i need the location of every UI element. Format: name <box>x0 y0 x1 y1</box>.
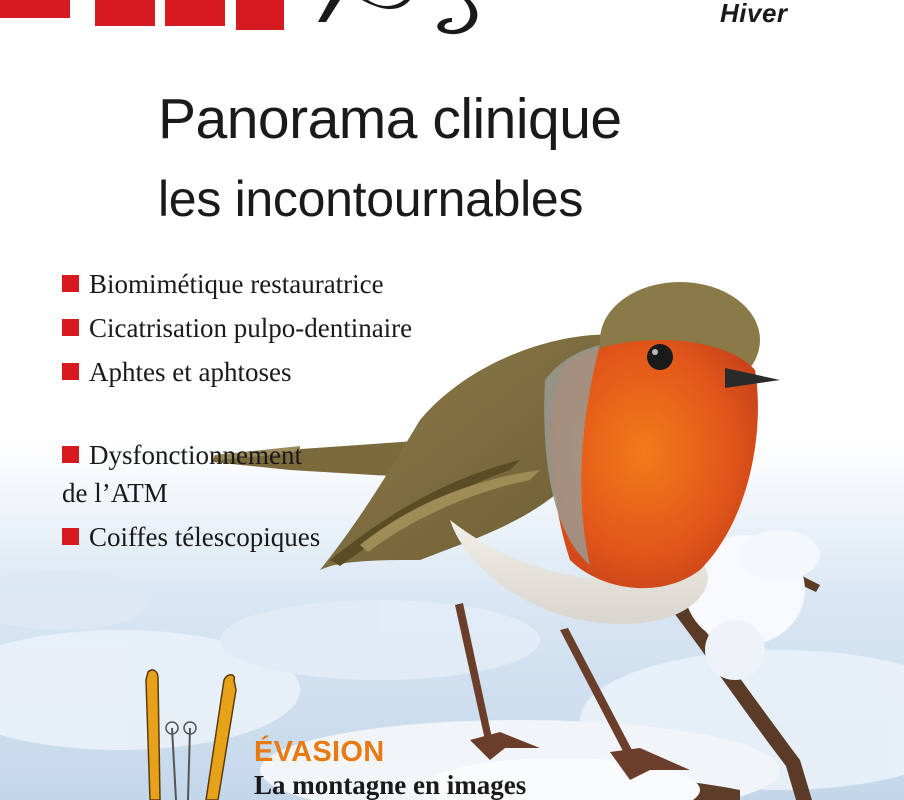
topic-item: Biomimétique restauratrice <box>62 266 522 303</box>
cover-title: Panorama clinique <box>158 87 622 151</box>
evasion-heading: ÉVASION <box>254 736 385 768</box>
topic-item: Coiffes télescopiques <box>62 519 522 556</box>
red-square-bullet-icon <box>62 275 79 292</box>
red-square-bullet-icon <box>62 528 79 545</box>
red-square-bullet-icon <box>62 319 79 336</box>
topic-item: Aphtes et aphtoses <box>62 354 522 391</box>
season-label: Hiver <box>720 0 788 28</box>
red-square-bullet-icon <box>62 363 79 380</box>
evasion-subtitle: La montagne en images <box>254 770 527 800</box>
cover-subtitle: les incontournables <box>158 171 584 227</box>
red-square-bullet-icon <box>62 446 79 463</box>
topic-item: Cicatrisation pulpo-dentinaire <box>62 310 522 347</box>
topic-item: Dysfonctionnement de l’ATM <box>62 440 302 508</box>
masthead-logo <box>0 0 560 40</box>
topics-list <box>62 266 522 563</box>
